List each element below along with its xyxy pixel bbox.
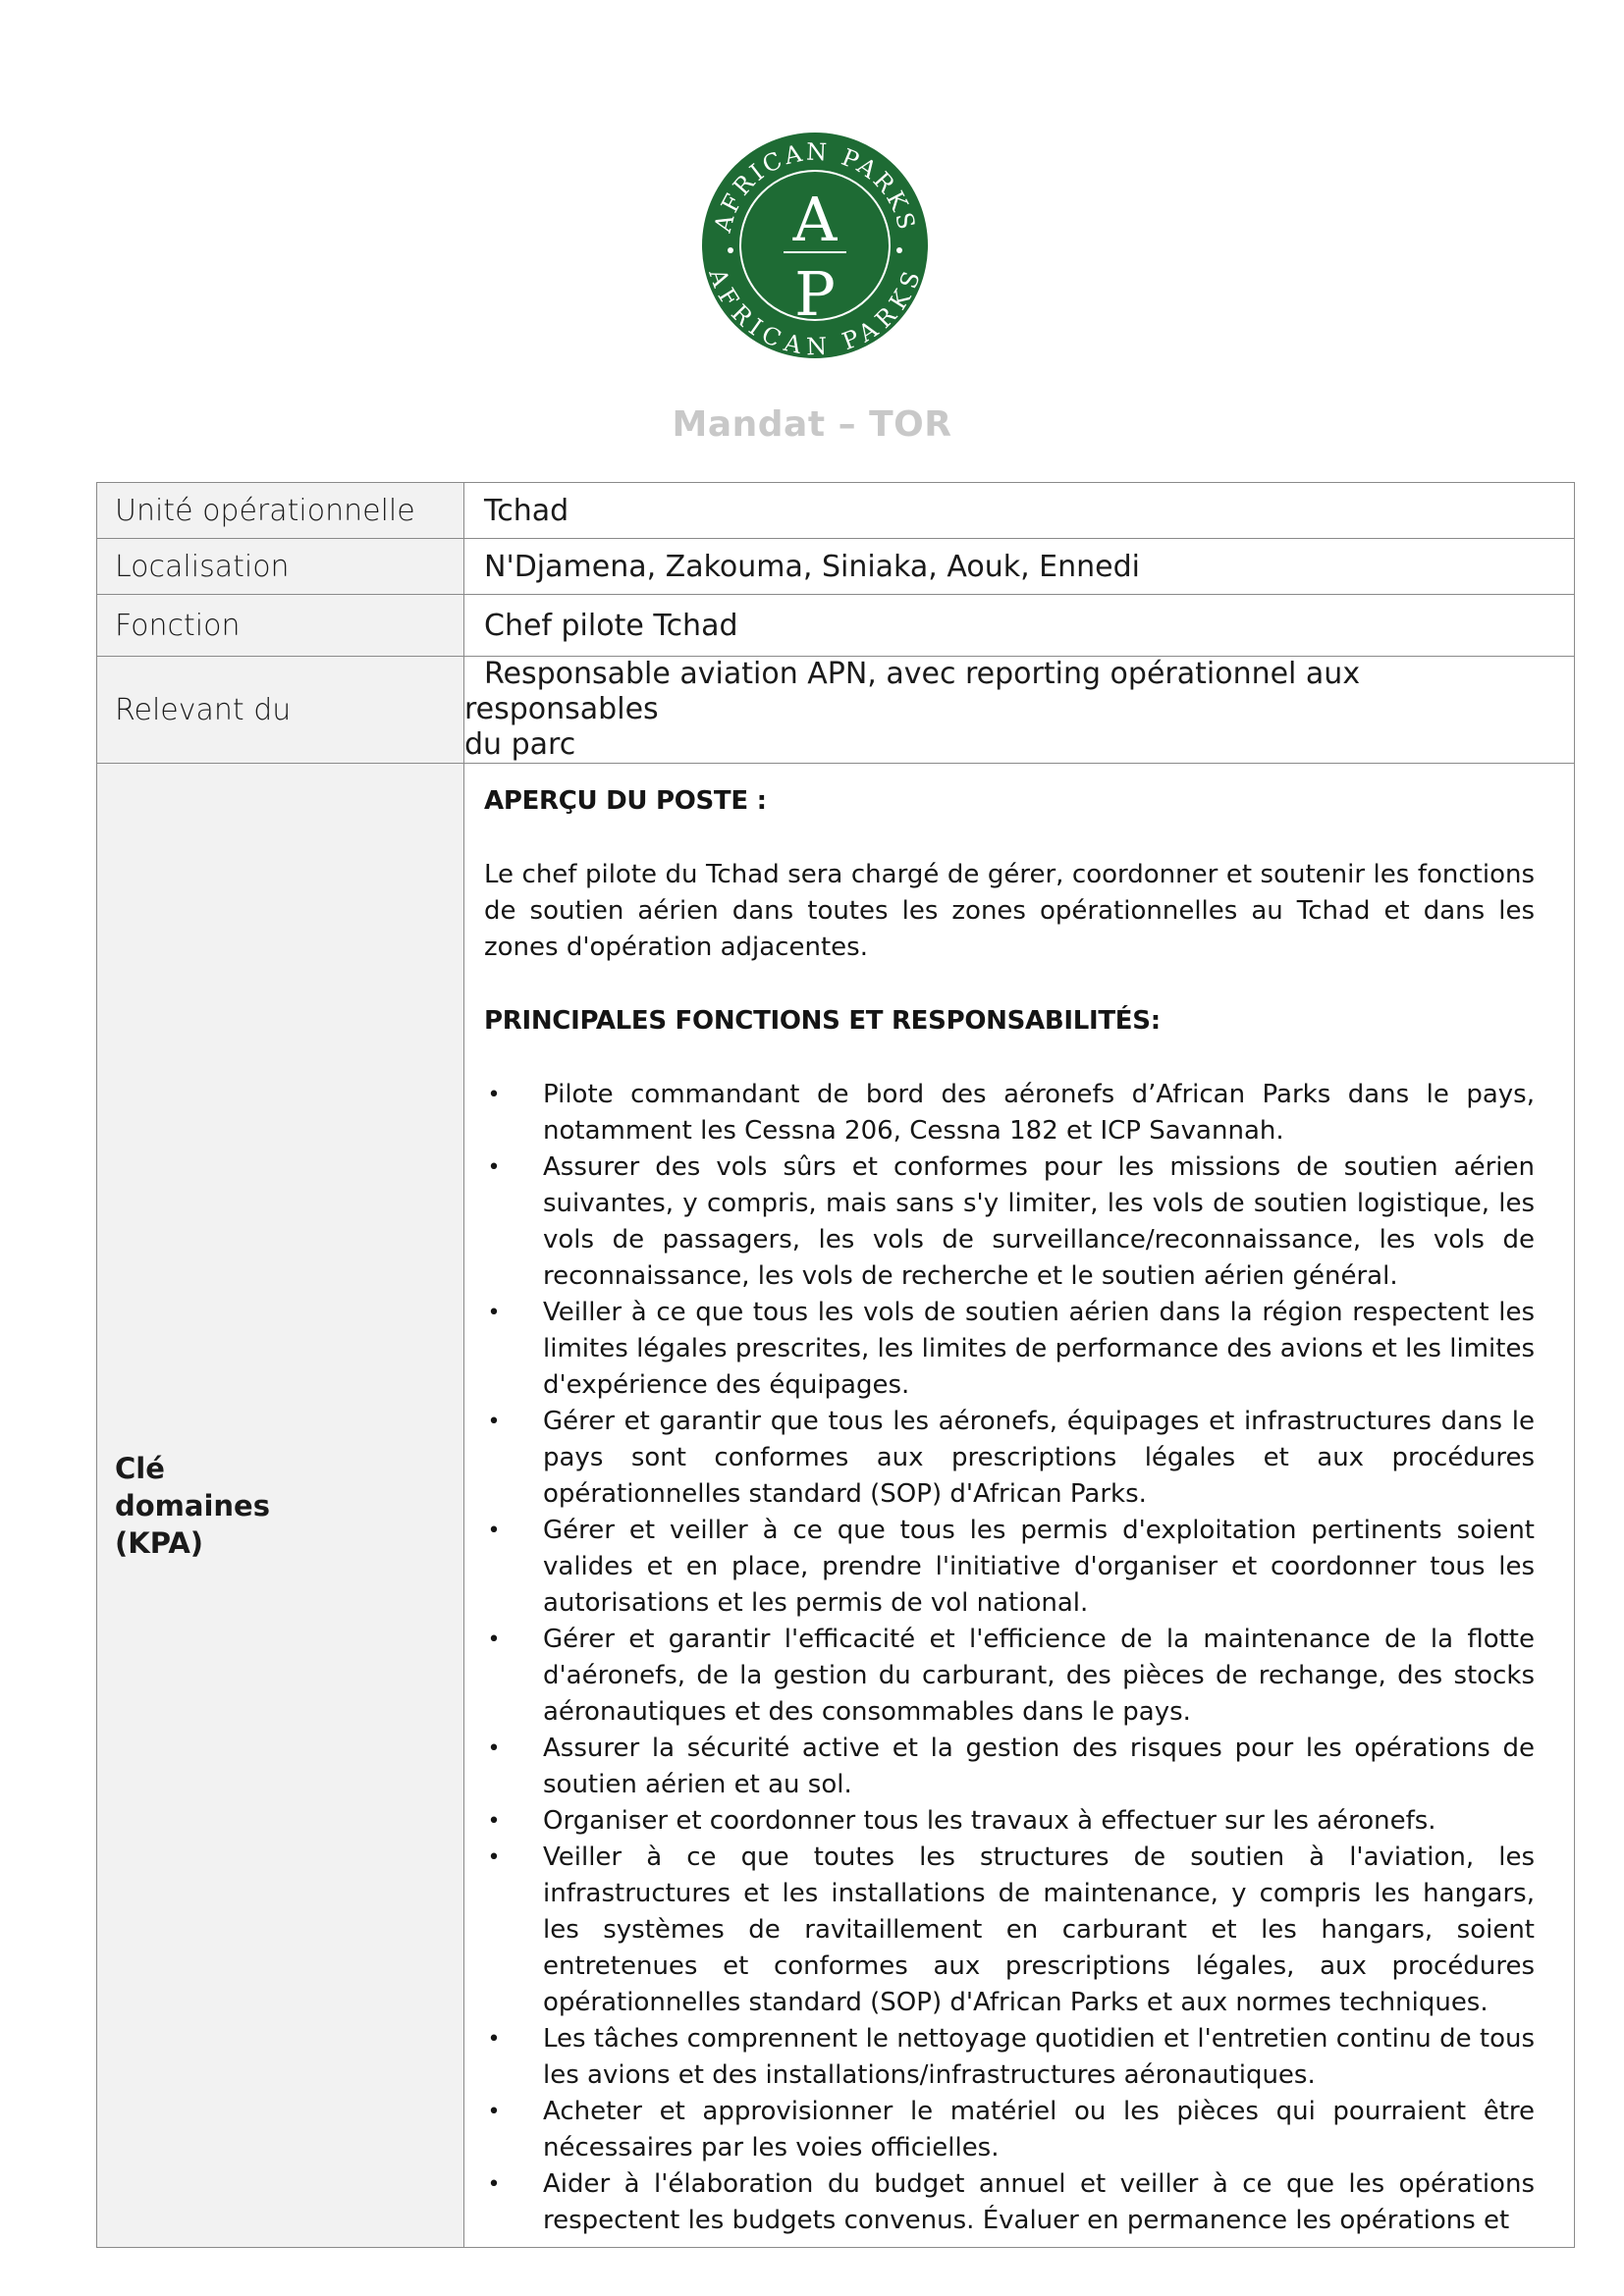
logo-dot-left (728, 247, 733, 253)
table-row-kpa (97, 764, 1575, 2248)
logo-seal-icon (700, 131, 930, 360)
duty-text: Pilote commandant de bord des aéronefs d’African Parks dans le pays, notamment les Cessna 206, Cessna 182 et ICP Savannah. (543, 1080, 1535, 1146)
row-value-line1: Responsable aviation APN, avec reporting opérationnel aux responsables (464, 657, 1361, 726)
logo-monogram-a: A (792, 184, 838, 255)
kpa-label-line1: Clé (115, 1451, 165, 1485)
list-item (484, 1840, 1535, 2021)
document-title: Mandat – TOR (672, 404, 952, 445)
table-row (97, 539, 1575, 595)
bullet-icon: • (487, 2172, 501, 2197)
duty-text: Veiller à ce que toutes les structures de soutien à l'aviation, les infrastructures et les installations de maintenance, y compris les hangars, les systèmes de ravitaillement en carburant et les hangars, soient entretenues et conformes aux prescriptions légales, aux procédures opérationnelles standard (SOP) d'African Parks et aux normes techniques. (543, 1842, 1535, 2017)
bullet-icon: • (487, 1301, 501, 1325)
row-value-line2: du parc (464, 727, 576, 762)
bullet-icon: • (487, 1410, 501, 1434)
bullet-icon: • (487, 1736, 501, 1761)
duty-text: Les tâches comprennent le nettoyage quotidien et l'entretien continu de tous les avions et des installations/infrastructures aéronautiques. (543, 2024, 1535, 2090)
duty-text: Gérer et garantir l'efficacité et l'efficience de la maintenance de la flotte d'aéronefs, de la gestion du carburant, des pièces de rechange, des stocks aéronautiques et des consommables dans le pays. (543, 1625, 1535, 1727)
duties-list (484, 1077, 1535, 2239)
row-value: N'Djamena, Zakouma, Siniaka, Aouk, Ennedi (464, 539, 1575, 595)
kpa-label-line2: domaines (115, 1488, 270, 1522)
row-label: Localisation (97, 539, 464, 595)
list-item (484, 1803, 1535, 1840)
list-item (484, 1149, 1535, 1295)
duty-text: Assurer des vols sûrs et conformes pour les missions de soutien aérien suivantes, y compris, mais sans s'y limiter, les vols de soutien logistique, les vols de passagers, les vols de surveillance/reconnaissance, les vols de reconnaissance, les vols de recherche et le soutien aérien général. (543, 1152, 1535, 1291)
table-row (97, 483, 1575, 539)
row-label: Fonction (97, 595, 464, 657)
duty-text: Veiller à ce que tous les vols de soutien aérien dans la région respectent les limites légales prescrites, les limites de performance des avions et les limites d'expérience des équipages. (543, 1298, 1535, 1400)
table-row (97, 657, 1575, 764)
row-label: Relevant du (97, 657, 464, 764)
bullet-icon: • (487, 2027, 501, 2052)
list-item (484, 2021, 1535, 2094)
duty-text: Acheter et approvisionner le matériel ou les pièces qui pourraient être nécessaires par les voies officielles. (543, 2097, 1535, 2163)
row-label: Unité opérationnelle (97, 483, 464, 539)
bullet-icon: • (487, 1809, 501, 1834)
bullet-icon: • (487, 1083, 501, 1107)
list-item (484, 1077, 1535, 1149)
row-value (464, 657, 1575, 764)
logo-ring-text-bottom: AFRICAN PARKS (703, 264, 927, 360)
duties-heading: PRINCIPALES FONCTIONS ET RESPONSABILITÉS: (484, 1006, 1161, 1036)
duty-text: Assurer la sécurité active et la gestion des risques pour les opérations de soutien aérien et au sol. (543, 1734, 1535, 1799)
african-parks-logo (700, 131, 930, 360)
bullet-icon: • (487, 1845, 501, 1870)
list-item (484, 1404, 1535, 1513)
row-value: Chef pilote Tchad (464, 595, 1575, 657)
list-item (484, 1513, 1535, 1622)
bullet-icon: • (487, 1155, 501, 1180)
overview-heading: APERÇU DU POSTE : (484, 786, 767, 816)
duty-text: Gérer et garantir que tous les aéronefs, équipages et infrastructures dans le pays sont conformes aux prescriptions légales et aux procédures opérationnelles standard (SOP) d'African Parks. (543, 1407, 1535, 1509)
logo-ring-text-top: AFRICAN PARKS (708, 137, 922, 236)
duty-text: Organiser et coordonner tous les travaux à effectuer sur les aéronefs. (543, 1806, 1436, 1836)
overview-text: Le chef pilote du Tchad sera chargé de gérer, coordonner et soutenir les fonctions de soutien aérien dans toutes les zones opérationnelles au Tchad et dans les zones d'opération adjacentes. (484, 860, 1535, 962)
kpa-content (464, 764, 1575, 2248)
table-row (97, 595, 1575, 657)
bullet-icon: • (487, 1519, 501, 1543)
list-item (484, 1295, 1535, 1404)
duty-text: Aider à l'élaboration du budget annuel et veiller à ce que les opérations respectent les budgets convenus. Évaluer en permanence les opérations et (543, 2169, 1535, 2235)
kpa-label-line3: (KPA) (115, 1525, 204, 1560)
list-item (484, 1731, 1535, 1803)
list-item (484, 2094, 1535, 2166)
bullet-icon: • (487, 1628, 501, 1652)
row-value: Tchad (464, 483, 1575, 539)
tor-table (96, 482, 1575, 2248)
bullet-icon: • (487, 2100, 501, 2124)
list-item (484, 1622, 1535, 1731)
logo-monogram-p: P (794, 258, 836, 330)
list-item (484, 2166, 1535, 2239)
logo-dot-right (896, 247, 902, 253)
kpa-label (97, 764, 464, 2248)
duty-text: Gérer et veiller à ce que tous les permis d'exploitation pertinents soient valides et en place, prendre l'initiative d'organiser et coordonner tous les autorisations et les permis de vol national. (543, 1516, 1535, 1618)
